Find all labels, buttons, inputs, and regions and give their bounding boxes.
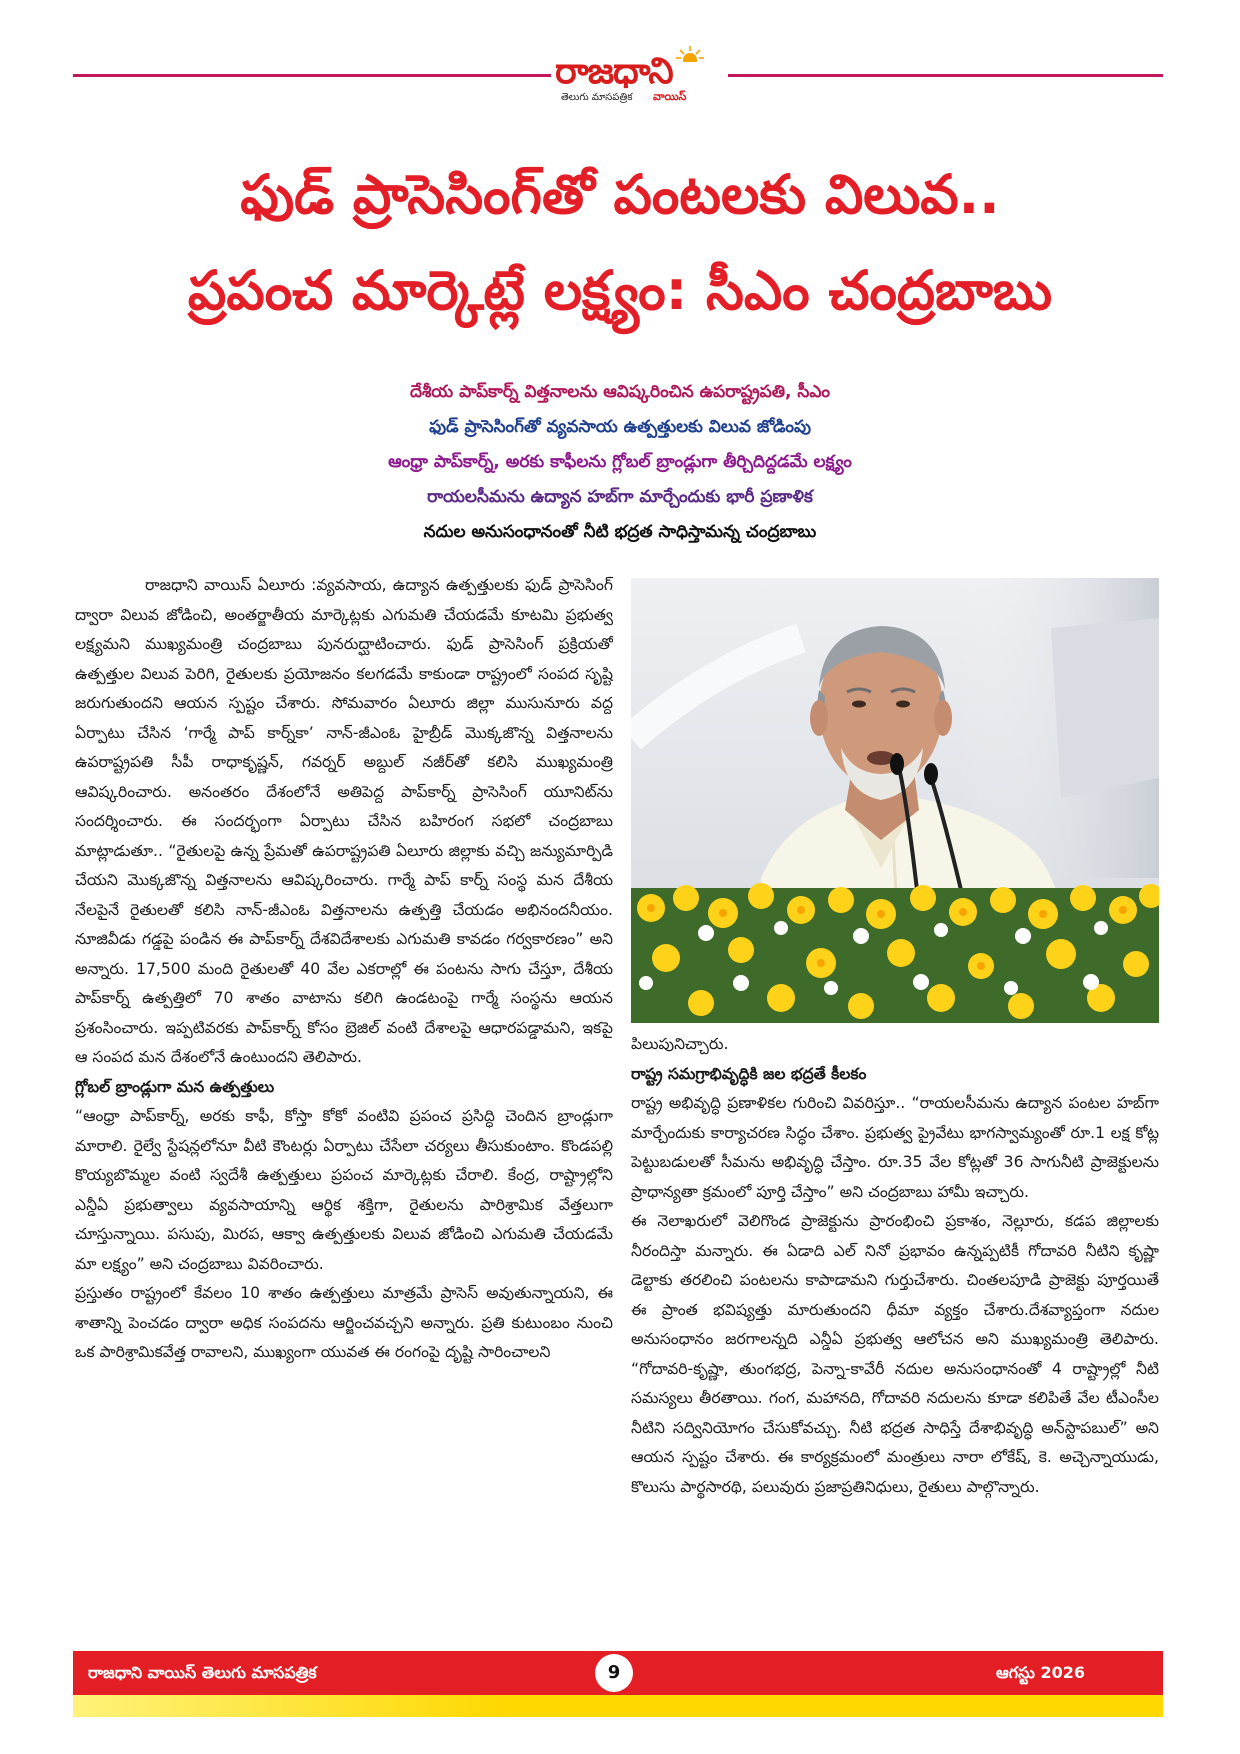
header-rule-left (73, 74, 551, 77)
page-number: 9 (595, 1654, 633, 1692)
section-subheading: గ్లోబల్ బ్రాండ్లుగా మన ఉత్పత్తులు (75, 1077, 275, 1096)
speaker-photo-icon (631, 578, 1159, 1023)
speaker-photo (631, 578, 1159, 1023)
subhead-1: దేశీయ పాప్‌కార్న్ విత్తనాలను ఆవిష్కరించిన ఉపరాష్ట్రపతి, సీఎం (409, 382, 831, 402)
article-paragraph: ప్రస్తుతం రాష్ట్రంలో కేవలం 10 శాతం ఉత్పత్తులు మాత్రమే ప్రాసెస్ అవుతున్నాయని, ఈ శాతాన్ని పెంచడం ద్వారా అధిక సంపదను ఆర్జించవచ్చని అన్నారు. ప్రతి కుటుంబం నుంచి ఒక పారిశ్రామికవేత్త రావాలని, ముఖ్యంగా యువత ఈ రంగంపై దృష్టి సారించాలని (75, 1284, 613, 1361)
headline-line-2: ప్రపంచ మార్కెట్లే లక్ష్యం: సీఎం చంద్రబాబు (187, 259, 1053, 322)
footer-issue-date: ఆగస్టు 2026 (996, 1663, 1085, 1682)
left-column (75, 571, 613, 1621)
article-paragraph: రాజధాని వాయిస్ ఏలూరు :వ్యవసాయ, ఉద్యాన ఉత్పత్తులకు ఫుడ్ ప్రాసెసింగ్ ద్వారా విలువ జోడించి, అంతర్జాతీయ మార్కెట్లకు ఎగుమతి చేయడమే కూటమి ప్రభుత్వ లక్ష్యమని ముఖ్యమంత్రి చంద్రబాబు పునరుద్ఘాటించారు. ఫుడ్ ప్రాసెసింగ్ ప్రక్రియతో ఉత్పత్తుల విలువ పెరిగి, రైతులకు ప్రయోజనం కలగడమే కాకుండా రాష్ట్రంలో సంపద సృష్టి జరుగుతుందని ఆయన స్పష్టం చేశారు. సోమవారం ఏలూరు జిల్లా ముసునూరు వద్ద ఏర్పాటు చేసిన ‘గార్మే పాప్ కార్న్‌కా’ నాన్-జీఎంఓ హైబ్రీడ్ మొక్కజొన్న విత్తనాలను ఉపరాష్ట్రపతి సీపీ రాధాకృష్ణన్, గవర్నర్ అబ్దుల్ నజీర్‌తో కలిసి ముఖ్యమంత్రి ఆవిష్కరించారు. అనంతరం దేశంలోనే అతిపెద్ద పాప్‌కార్న్ ప్రాసెసింగ్ యూనిట్‌ను సందర్శించారు. ఈ సందర్భంగా ఏర్పాటు చేసిన బహిరంగ సభలో చంద్రబాబు మాట్లాడుతూ.. “రైతులపై ఉన్న ప్రేమతో ఉపరాష్ట్రపతి ఏలూరు జిల్లాకు వచ్చి జన్యుమార్పిడి చేయని మొక్కజొన్న విత్తనాలను ఆవిష్కరించారు. గార్మే పాప్ కార్న్ సంస్థ మన దేశీయ నేలపైనే రైతులతో కలిసి నాన్-జీఎంఓ విత్తనాలను ఉత్పత్తి చేయడం అభినందనీయం. నూజివీడు గడ్డపై పండిన ఈ పాప్‌కార్న్ దేశవిదేశాలకు ఎగుమతి కావడం గర్వకారణం” అని అన్నారు. 17,500 మంది రైతులతో 40 వేల ఎకరాల్లో ఈ పంటను సాగు చేస్తూ, దేశీయ పాప్‌కార్న్ ఉత్పత్తిలో 70 శాతం వాటాను కలిగి ఉండటంపై గార్మే సంస్థను ఆయన ప్రశంసించారు. ఇప్పటివరకు పాప్‌కార్న్ కోసం బ్రెజిల్ వంటి దేశాలపై ఆధారపడ్డామని, ఇకపై ఆ సంపద మన దేశంలోనే ఉంటుందని తెలిపారు. (75, 576, 613, 1066)
header-rule-right (728, 74, 1163, 77)
headline-line-1: ఫుడ్ ప్రాసెసింగ్‌తో పంటలకు విలువ.. (240, 163, 1000, 226)
logo-voice: వాయిస్ (653, 90, 687, 103)
logo-text: రాజధాని (555, 51, 673, 92)
logo-subtitle: తెలుగు మాసపత్రిక (561, 92, 633, 103)
footer-publication-name: రాజధాని వాయిస్ తెలుగు మాసపత్రిక (88, 1663, 317, 1682)
article-paragraph: పిలుపునిచ్చారు. (631, 1035, 729, 1053)
subhead-4: రాయలసీమను ఉద్యాన హబ్‌గా మార్చేందుకు భారీ ప్రణాళిక (427, 487, 813, 507)
footer-yellow-band (73, 1695, 1163, 1717)
masthead-logo (555, 50, 725, 106)
subhead-5: నదుల అనుసంధానంతో నీటి భద్రత సాధిస్తామన్న చంద్రబాబు (423, 522, 817, 542)
article-paragraph: రాష్ట్ర అభివృద్ధి ప్రణాళికల గురించి వివరిస్తూ.. “రాయలసీమను ఉద్యాన పంటల హబ్‌గా మార్చేందుకు కార్యాచరణ సిద్ధం చేశాం. ప్రభుత్వ ప్రైవేటు భాగస్వామ్యంతో రూ.1 లక్ష కోట్ల పెట్టుబడులతో సీమను అభివృద్ధి చేస్తాం. రూ.35 వేల కోట్లతో 36 సాగునీటి ప్రాజెక్టులను ప్రాధాన్యతా క్రమంలో పూర్తి చేస్తాం” అని చంద్రబాబు హామీ ఇచ్చారు. (631, 1094, 1159, 1201)
subhead-3: ఆంధ్రా పాప్‌కార్న్, అరకు కాఫీలను గ్లోబల్ బ్రాండ్లుగా తీర్చిదిద్దడమే లక్ష్యం (388, 452, 852, 472)
section-subheading: రాష్ట్ర సమగ్రాభివృద్ధికి జల భద్రతే కీలకం (631, 1064, 867, 1083)
subhead-2: ఫుడ్ ప్రాసెసింగ్‌తో వ్యవసాయ ఉత్పత్తులకు విలువ జోడింపు (429, 417, 811, 437)
article-paragraph: ఈ నెలాఖరులో వెలిగొండ ప్రాజెక్టును ప్రారంభించి ప్రకాశం, నెల్లూరు, కడప జిల్లాలకు నీరందిస్తా మన్నారు. ఈ ఏడాది ఎల్ నినో ప్రభావం ఉన్నప్పటికీ గోదావరి నీటిని కృష్ణా డెల్టాకు తరలించి పంటలను కాపాడామని గుర్తుచేశారు. చింతలపూడి ప్రాజెక్టు పూర్తయితే ఈ ప్రాంత భవిష్యత్తు మారుతుందని ధీమా వ్యక్తం చేశారు.దేశవ్యాప్తంగా నదుల అనుసంధానం జరగాలన్నది ఎన్డీఏ ప్రభుత్వ ఆలోచన అని ముఖ్యమంత్రి తెలిపారు. “గోదావరి-కృష్ణా, తుంగభద్ర, పెన్నా-కావేరీ నదుల అనుసంధానంతో 4 రాష్ట్రాల్లో నీటి సమస్యలు తీరతాయి. గంగ, మహానది, గోదావరి నదులను కూడా కలిపితే వేల టీఎంసీల నీటిని సద్వినియోగం చేసుకోవచ్చు. నీటి భద్రత సాధిస్తే దేశాభివృద్ధి అన్‌స్టాపబుల్” అని ఆయన స్పష్టం చేశారు. ఈ కార్యక్రమంలో మంత్రులు నారా లోకేష్, కె. అచ్చెన్నాయుడు, కొలుసు పార్థసారథి, పలువురు ప్రజాప్రతినిధులు, రైతులు పాల్గొన్నారు. (631, 1212, 1159, 1496)
right-column (631, 1030, 1159, 1620)
article-paragraph: “ఆంధ్రా పాప్‌కార్న్, అరకు కాఫీ, కోస్తా కోకో వంటివి ప్రపంచ ప్రసిద్ధి చెందిన బ్రాండ్లుగా మారాలి. రైల్వే స్టేషన్లలోనూ వీటి కౌంటర్లు ఏర్పాటు చేసేలా చర్యలు తీసుకుంటాం. కొండపల్లి కొయ్యబొమ్మల వంటి స్వదేశీ ఉత్పత్తులు ప్రపంచ మార్కెట్లకు చేరాలి. కేంద్ర, రాష్ట్రాల్లోని ఎన్డీఏ ప్రభుత్వాలు వ్యవసాయాన్ని ఆర్థిక శక్తిగా, రైతులను పారిశ్రామిక వేత్తలుగా చూస్తున్నాయి. పసుపు, మిరప, ఆక్వా ఉత్పత్తులకు విలువ జోడించి ఎగుమతి చేయడమే మా లక్ష్యం” అని చంద్రబాబు వివరించారు. (75, 1107, 613, 1273)
